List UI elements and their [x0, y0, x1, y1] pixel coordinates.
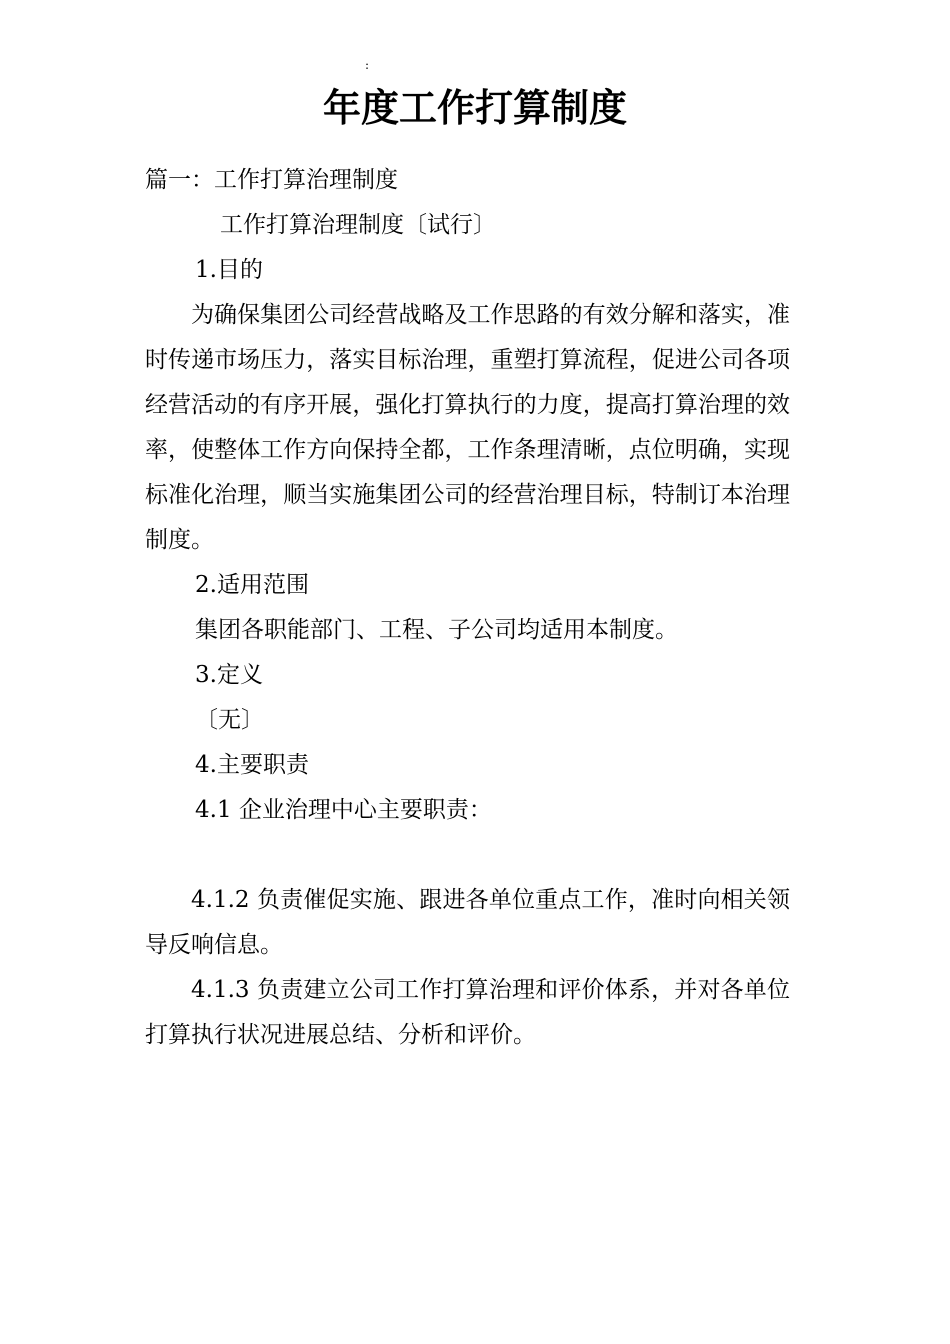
purpose-paragraph: 为确保集团公司经营战略及工作思路的有效分解和落实，准时传递市场压力，落实目标治理，重塑打算流程，促进公司各项经营活动的有序开展，强化打算执行的力度，提高打算治理的效率，使整体工作方向保持全都，工作条理清晰，点位明确，实现标准化治理，顺当实施集团公司的经营治理目标，特制订本治理制度。	[145, 302, 790, 553]
document-title: 年度工作打算制度	[322, 86, 627, 130]
definition-heading: 3.定义	[195, 662, 263, 688]
scope-paragraph: 集团各职能部门、工程、子公司均适用本制度。	[195, 617, 678, 643]
blank-gap	[145, 833, 790, 878]
section-heading: 篇一：工作打算治理制度	[145, 167, 398, 193]
subtitle: 工作打算治理制度〔试行〕	[220, 212, 496, 238]
duties-heading: 4.主要职责	[195, 752, 309, 778]
header-mark: :	[365, 58, 370, 72]
definition-text: 〔无〕	[195, 707, 264, 733]
duty-4-1-3: 4.1.3 负责建立公司工作打算治理和评价体系，并对各单位打算执行状况进展总结、分析和评价。	[145, 977, 790, 1048]
document-body	[145, 158, 790, 1058]
duty-4-1-2: 4.1.2 负责催促实施、跟进各单位重点工作，准时向相关领导反响信息。	[145, 887, 790, 958]
purpose-heading: 1.目的	[195, 257, 263, 283]
scope-heading: 2.适用范围	[195, 572, 309, 598]
duty-4-1: 4.1 企业治理中心主要职责：	[195, 797, 492, 823]
